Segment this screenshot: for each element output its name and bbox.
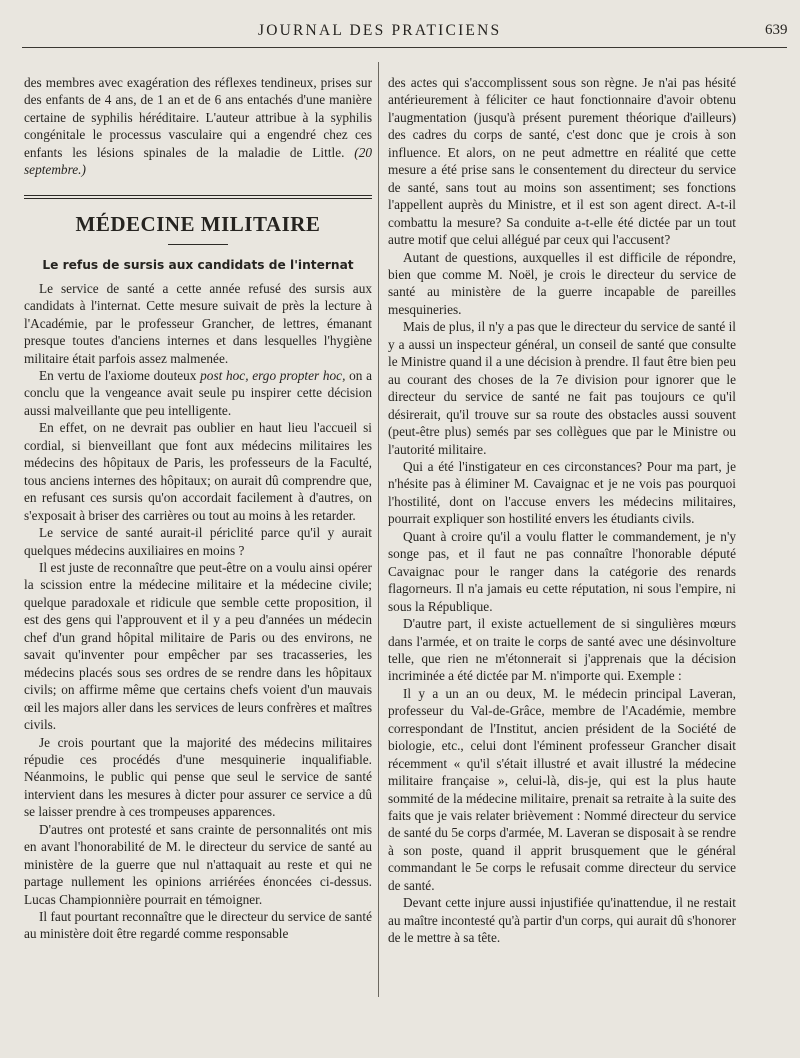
article-subtitle: Le refus de sursis aux candidats de l'internat [42,257,354,272]
column-divider [378,62,379,997]
paragraph [24,367,372,419]
left-paragraphs [24,280,372,943]
paragraph-before: En vertu de l'axiome douteux [39,367,201,383]
right-paragraphs [388,74,736,947]
page-header [0,0,800,46]
separator-rule-top [24,195,372,196]
paragraph: Devant cette injure aussi injustifiée qu'inattendue, il ne restait au maître incontesté qu'à partir d'un corps, qui aurait dû s'honorer de le mettre à sa tête. [388,895,736,946]
section-separator [24,195,372,199]
paragraph: Il est juste de reconnaître que peut-être on a voulu ainsi opérer la scission entre la médecine militaire et la médecine civile; quelque paradoxale et ridicule que semble cette proposition, il est des gens qui l'approuvent et il y a peu d'années un médecin chef d'un grand hôpital militaire de Paris ou des environs, ne savait qu'inventer pour empêcher par ses tracasseries, les médecins placés sous ses ordres de se rendre dans les hôpitaux civils; on affirme même que certains chefs voient d'un mauvais œil les majors aller dans les services de leurs confrères et maîtres civils. [24,559,372,733]
paragraph: D'autres ont protesté et sans crainte de personnalités ont mis en avant l'honorabilité de M. le directeur du service de santé au ministère de la guerre que nul n'attaquait au reste et qui ne partage nullement les opinions arriérées énoncées ci-dessus. Lucas Championnière pourrait en témoigner. [24,821,372,907]
paragraph: Il y a un an ou deux, M. le médecin principal Laveran, professeur du Val-de-Grâce, membre de l'Académie, membre correspondant de l'Institut, ancien président de la Société de biologie, etc., celui dont l'éminent professeur Grancher disait récemment « qu'il s'était illustré et avait illustré la médecine militaire française », celui-là, dis-je, qui est la plus haute sommité de la médecine militaire, prenait sa retraite à la suite des faits que je vais relater brièvement : Nommé directeur du service de santé du 5e corps d'armée, M. Laveran se disposait à se rendre à son poste, quand il apprit brusquement que le général commandant le 5e corps le refusait comme directeur du service de santé. [388,685,736,893]
intro-text: des membres avec exagération des réflexes tendineux, prises sur des enfants de 4 ans, de 1 an et de 6 ans entachés d'une manière certaine de syphilis héréditaire. L'auteur attribue à la syphilis congénitale le processus vasculaire qui a engendré chez ces enfants les lésions spinales de la maladie de Little. [24,75,372,160]
paragraph: D'autre part, il existe actuellement de si singulières mœurs dans l'armée, et on traite le corps de santé avec une désinvolture telle, que rien ne m'étonnerait si j'apprenais que la décision incriminée a été dictée par M. n'importe qui. Exemple : [388,616,736,684]
paragraph-after: on a conclu que la vengeance avait seule pu inspirer cette décision aussi malveillante que peu intelligente. [24,367,372,418]
paragraph: Le service de santé a cette année refusé des sursis aux candidats à l'internat. Cette mesure suivait de près la lecture à l'Académie, par le professeur Grancher, de lettres, émanant presque toutes d'anciens internes et dans lesquelles l'hygiène militaire était parfois assez malmenée. [24,280,372,366]
left-column [24,74,372,943]
header-rule [22,47,787,48]
intro-paragraph [24,74,372,179]
paragraph-emphasis: post hoc, ergo propter hoc, [200,367,346,383]
paragraph: Qui a été l'instigateur en ces circonstances? Pour ma part, je n'hésite pas à éliminer M. Cavaignac et je ne vois pas pourquoi l'hostilité, dont on l'accuse envers les médecins militaires, pourrait expliquer son hostilité envers les étudiants civils. [388,458,736,527]
right-column [388,74,736,947]
section-title: MÉDECINE MILITAIRE [75,211,321,236]
intro-date: (20 septembre.) [24,144,372,178]
paragraph: Le service de santé aurait-il périclité parce qu'il y aurait quelques médecins auxiliaires en moins ? [24,525,372,558]
paragraph: Mais de plus, il n'y a pas que le directeur du service de santé il y a aussi un inspecteur général, un conseil de santé que consulte le Ministre quand il a une décision à prendre. Il faut être bien peu au courant des choses de la 7e division pour ignorer que le directeur du service de santé ne fait pas toujours ce qu'il désirerait, qu'il trouve sur sa route des obstacles aussi souvent (peut-être plus) semés par ses collègues que par le Ministre ou l'autorité militaire. [388,319,736,457]
separator-rule-bottom [24,198,372,199]
paragraph: Quant à croire qu'il a voulu flatter le commandement, je n'y songe pas, et il faut ne pas connaître l'honorable député Cavaignac pour le ranger dans la catégorie des renards flagorneurs. Il n'a jamais eu cette réputation, ni sous l'empire, ni sous la République. [388,528,736,614]
page-number: 639 [765,22,788,38]
title-underline [168,244,228,245]
paragraph: Autant de questions, auxquelles il est difficile de répondre, bien que comme M. Noël, je crois le directeur du service de santé au ministère de la guerre incapable de pareilles mesquineries. [388,249,736,317]
paragraph: Je crois pourtant que la majorité des médecins militaires répudie ces procédés d'une mesquinerie inqualifiable. Néanmoins, le public qui pense que seul le service de santé intervient dans les mesures à dicter pour assurer ce service a dû se laisser prendre à ces trompeuses apparences. [24,734,372,820]
paragraph: Il faut pourtant reconnaître que le directeur du service de santé au ministère doit être regardé comme responsable [24,909,373,942]
paragraph: En effet, on ne devrait pas oublier en haut lieu l'accueil si cordial, si bienveillant que font aux médecins militaires les médecins des hôpitaux de Paris, les professeurs de la Faculté, tous anciens internes des hôpitaux; on aurait dû comprendre que, en refusant ces sursis qu'on accordait facilement à d'autres, on s'exposait à briser des carrières ou tout au moins à les retarder. [24,420,372,523]
journal-title: JOURNAL DES PRATICIENS [258,22,502,39]
paragraph: des actes qui s'accomplissent sous son règne. Je n'ai pas hésité antérieurement à féliciter ce haut fonctionnaire d'avoir obtenu l'augmentation (jusqu'à présent purement théorique d'ailleurs) des cadres du corps de santé, c'est donc que je crois à son influence. Et alors, on ne peut admettre en réalité que cette mesure a été prise sans le consentement du directeur du service de santé, sans tout au moins son assentiment; ses fonctions l'appellent auprès du Ministre, et il est son agent direct. A-t-il combattu la mesure? Sa conduite a-t-elle été dictée par un tout autre motif que celui allégué par ceux qui l'accusent? [388,75,736,248]
